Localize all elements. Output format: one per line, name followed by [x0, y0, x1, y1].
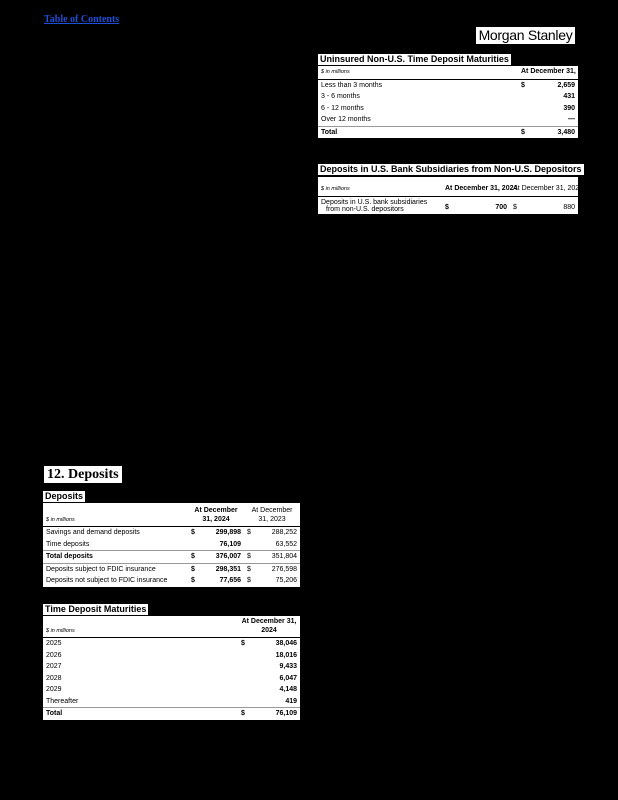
currency-symbol: $: [244, 563, 254, 575]
row-label: Total: [43, 708, 238, 720]
table-row: [43, 684, 300, 696]
row-label: Less than 3 months: [321, 81, 383, 89]
row-value-2023: 63,552: [275, 540, 298, 548]
currency-symbol: [238, 684, 250, 696]
row-label: Savings and demand deposits: [46, 529, 140, 536]
currency-symbol: [238, 673, 250, 685]
row-value: 390: [563, 104, 576, 112]
row-value: 76,109: [250, 708, 300, 720]
column-header-2024: At December 31, 2024: [442, 177, 510, 196]
table-row-total: [43, 551, 300, 564]
table-row: [318, 114, 578, 126]
row-value: 431: [563, 93, 576, 100]
row-value-2024: 299,898: [215, 529, 242, 536]
currency-symbol: [188, 539, 198, 551]
section-title: 12. Deposits: [44, 466, 122, 483]
table-row: [318, 103, 578, 115]
currency-symbol: $: [247, 577, 251, 584]
row-value-2023: 351,804: [254, 551, 300, 564]
row-value-2024: 376,007: [198, 551, 244, 564]
row-label: 2025: [46, 640, 62, 647]
row-label: 2028: [46, 674, 62, 682]
unit-label: $ in millions: [43, 503, 188, 527]
table-row: [43, 673, 300, 685]
table-of-contents-link[interactable]: Table of Contents: [44, 14, 120, 25]
maturities-table-title: Time Deposit Maturities: [45, 604, 147, 614]
column-header-2023: At December 31, 2023: [244, 503, 300, 527]
row-label: 2029: [46, 686, 62, 693]
row-value: 4,148: [279, 686, 298, 693]
row-value: 9,433: [279, 663, 298, 670]
currency-symbol: $: [191, 529, 195, 536]
table-row: [318, 196, 578, 214]
row-value-2024: 76,109: [219, 540, 242, 548]
row-value-2024: 298,351: [198, 563, 244, 575]
row-label: 2026: [46, 651, 62, 659]
deposits-table: [43, 503, 300, 587]
row-label: [318, 196, 442, 214]
currency-symbol: [518, 103, 532, 115]
nonus-table: [318, 177, 584, 214]
row-value: 2,659: [557, 81, 576, 89]
row-label: 6 - 12 months: [321, 104, 364, 112]
row-label: Thereafter: [46, 697, 79, 705]
currency-symbol: $: [521, 81, 525, 89]
table-row: [43, 638, 300, 650]
currency-symbol: $: [241, 640, 245, 647]
row-value-2023: 880: [563, 204, 576, 211]
uninsured-table-title: Uninsured Non-U.S. Time Deposit Maturities: [320, 54, 509, 64]
row-label-line-1: Deposits in U.S. bank subsidiaries: [321, 198, 428, 206]
nonus-table-title: Deposits in U.S. Bank Subsidiaries from Non-U.S. Depositors: [320, 164, 582, 174]
row-value: —: [568, 116, 576, 123]
currency-symbol: [244, 539, 254, 551]
row-label: Deposits subject to FDIC insurance: [43, 563, 188, 575]
uninsured-table: [318, 66, 594, 138]
column-header: At December 31, 2024: [238, 616, 300, 638]
row-label: Time deposits: [46, 540, 90, 548]
row-value-2023: 276,598: [254, 563, 300, 575]
table-row: [43, 539, 300, 551]
row-label: 2027: [46, 663, 62, 670]
row-value-2023: 288,252: [271, 529, 298, 536]
currency-symbol: $: [513, 204, 517, 211]
currency-symbol: $: [188, 551, 198, 564]
currency-symbol: [238, 696, 250, 708]
row-value: 6,047: [279, 674, 298, 682]
table-row: [43, 650, 300, 662]
row-value: 3,480: [532, 126, 578, 138]
currency-symbol: [518, 114, 532, 126]
row-label: Total: [318, 126, 518, 138]
row-value: 18,016: [275, 651, 298, 659]
currency-symbol: $: [191, 577, 195, 584]
row-value: 38,046: [275, 640, 298, 647]
row-label-line-2: from non-U.S. depositors: [326, 206, 404, 213]
table-row: [43, 661, 300, 673]
currency-symbol: [238, 661, 250, 673]
currency-symbol: [238, 650, 250, 662]
row-label: Deposits not subject to FDIC insurance: [46, 577, 168, 584]
unit-label: $ in millions: [318, 177, 442, 196]
row-value: 419: [285, 697, 298, 705]
column-header: At December 31, 2024: [518, 66, 578, 79]
table-row: [318, 79, 578, 91]
maturities-table: [43, 616, 300, 720]
currency-symbol: $: [188, 563, 198, 575]
table-row: [43, 563, 300, 575]
currency-symbol: $: [247, 529, 251, 536]
brand-logo: Morgan Stanley: [476, 27, 575, 44]
unit-label: $ in millions: [43, 616, 238, 638]
table-row: [43, 696, 300, 708]
currency-symbol: $: [518, 126, 532, 138]
table-row-total: [43, 708, 300, 720]
table-row: [43, 575, 300, 587]
row-label: Total deposits: [43, 551, 188, 564]
column-header-2023: At December 31, 2023: [510, 177, 578, 196]
deposits-table-title: Deposits: [45, 491, 84, 501]
table-row: [318, 91, 578, 103]
row-label: 3 - 6 months: [321, 93, 360, 100]
unit-label: $ in millions: [318, 66, 518, 79]
currency-symbol: $: [445, 204, 449, 211]
column-header-2024: At December 31, 2024: [188, 503, 244, 527]
row-label: Over 12 months: [321, 116, 371, 123]
row-value-2023: 75,206: [275, 577, 298, 584]
table-row-total: [318, 126, 578, 138]
row-value-2024: 77,656: [219, 577, 242, 584]
row-value-2024: 700: [495, 204, 508, 211]
currency-symbol: $: [244, 551, 254, 564]
table-row: [43, 527, 300, 539]
currency-symbol: [518, 91, 532, 103]
currency-symbol: $: [238, 708, 250, 720]
